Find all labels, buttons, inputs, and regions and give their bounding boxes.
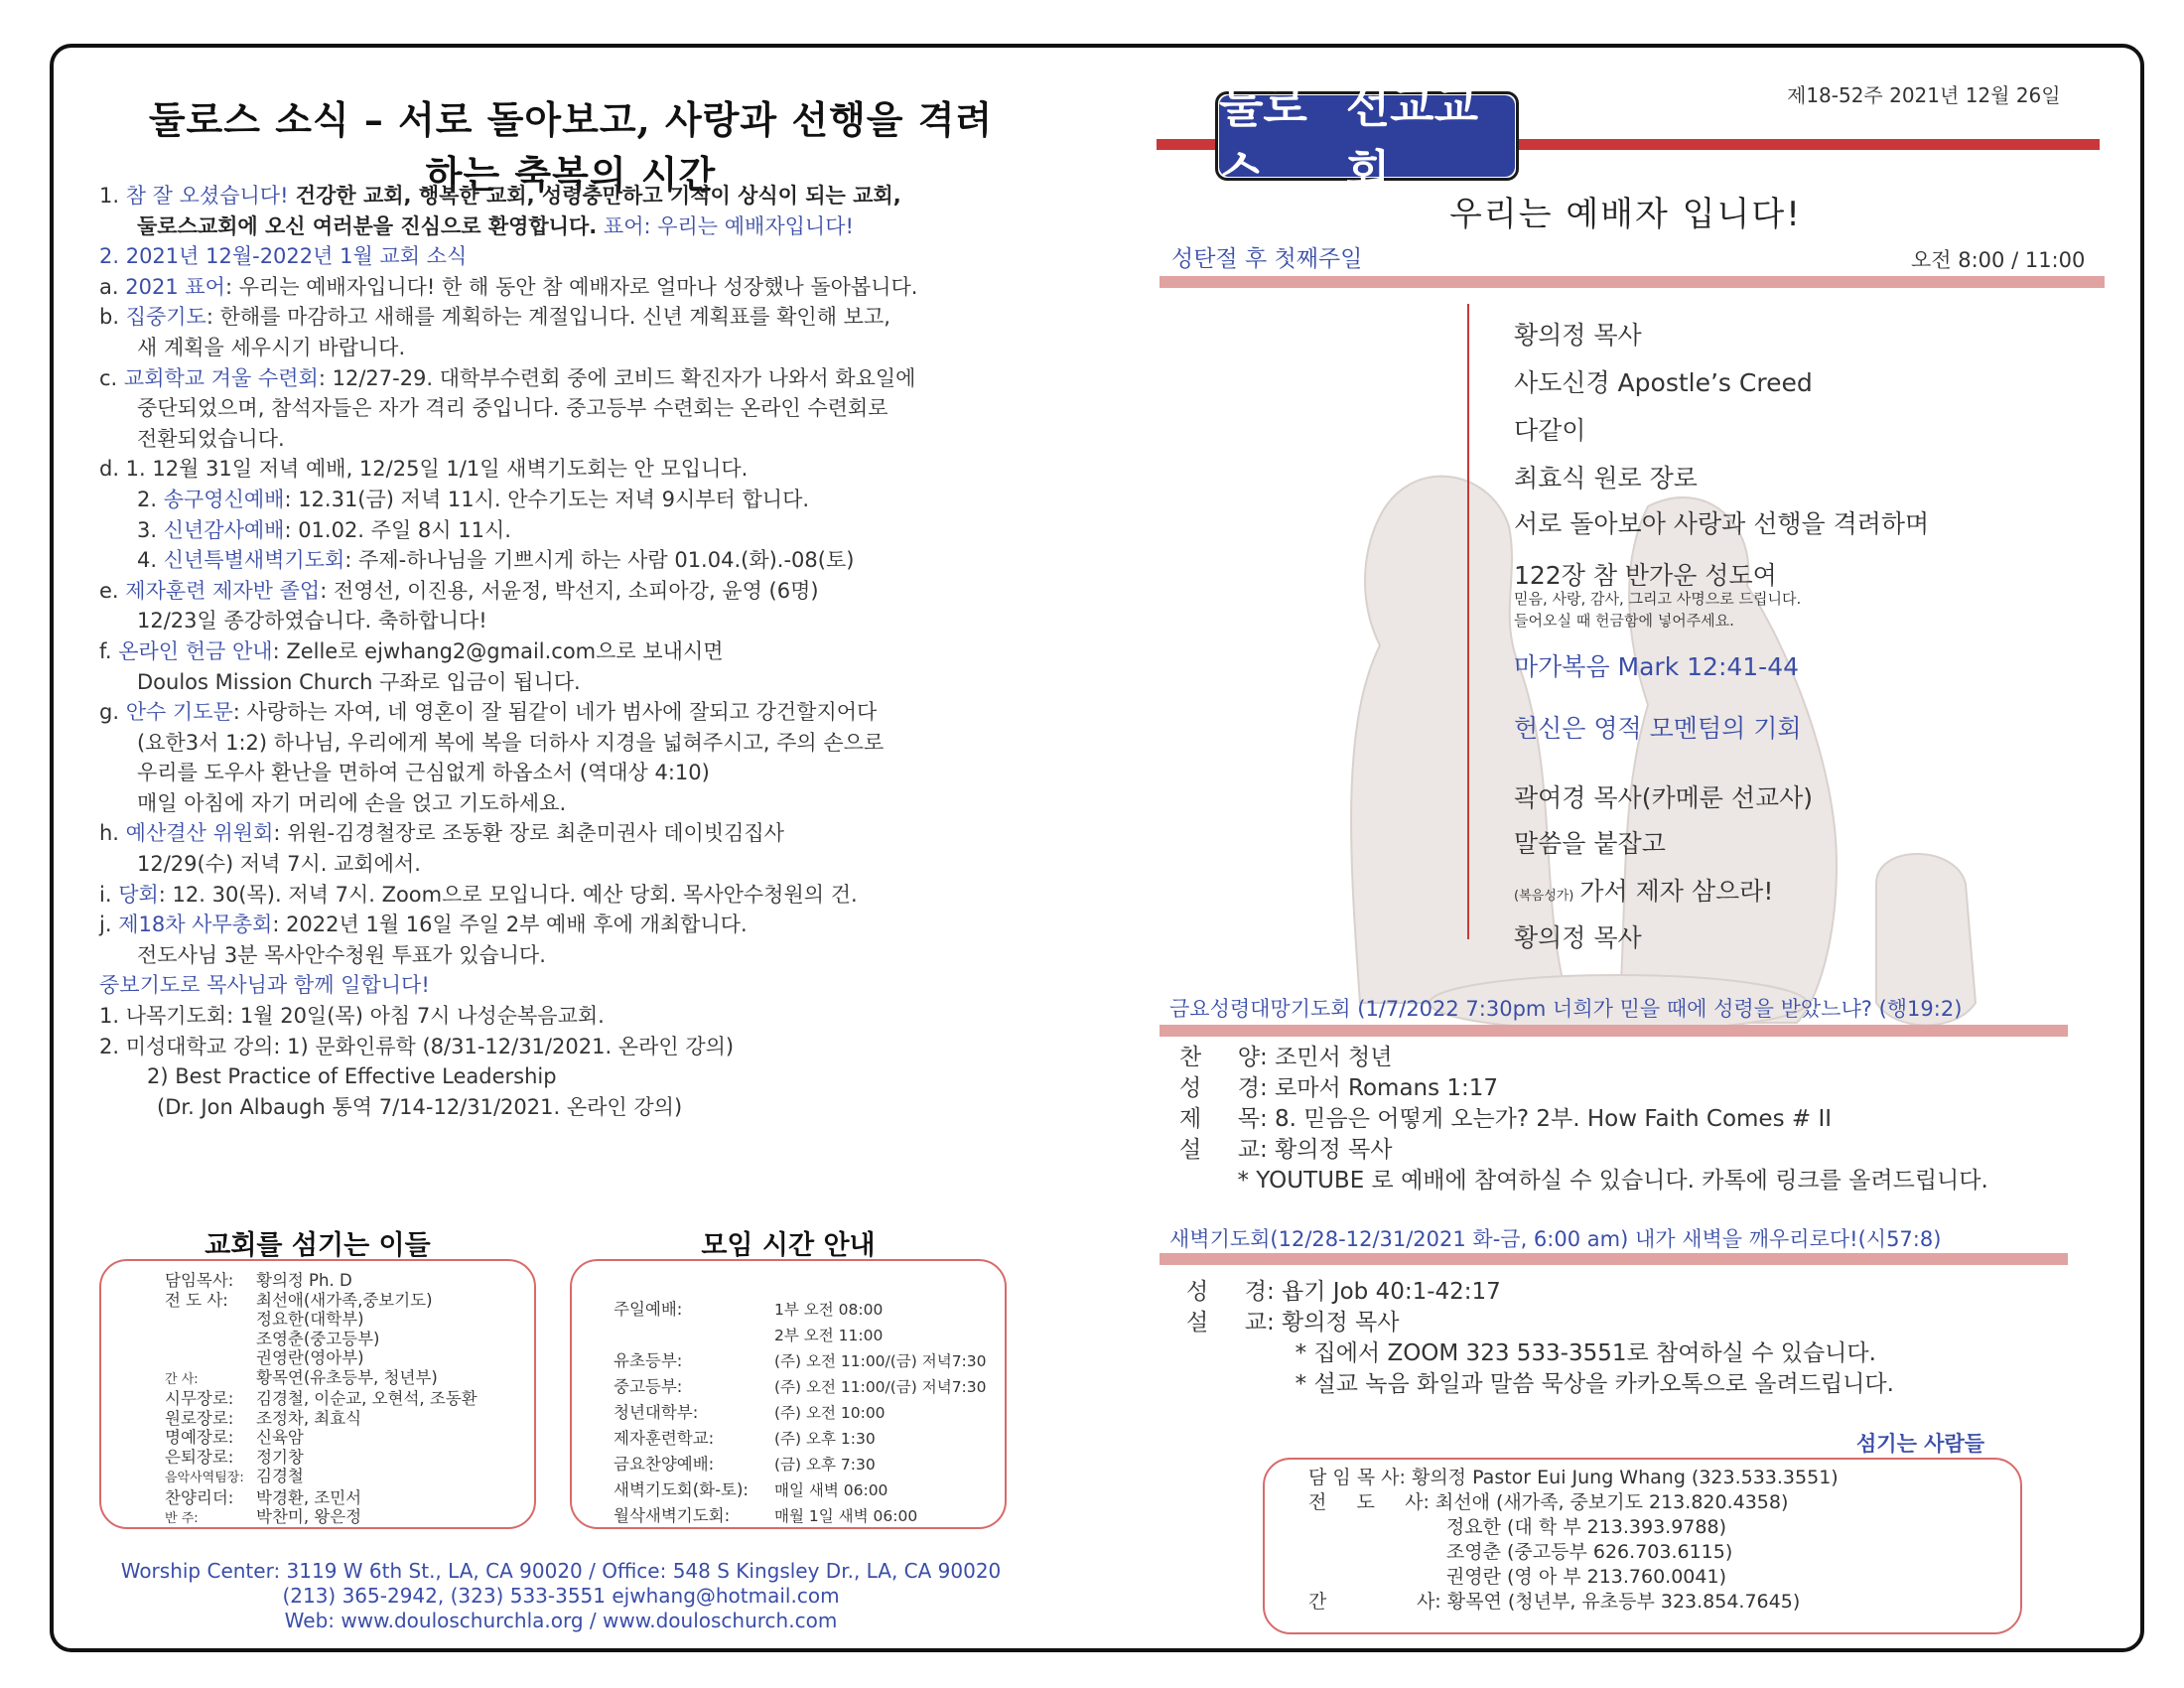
server-name: 신육암 bbox=[256, 1428, 304, 1447]
news-line bbox=[99, 849, 1032, 880]
friday-line: 찬 양: 조민서 청년 bbox=[1179, 1045, 1393, 1070]
server-row bbox=[165, 1271, 542, 1291]
order-value bbox=[1514, 411, 1585, 447]
server-row bbox=[165, 1409, 542, 1429]
order-value-text: 가서 제자 삼으라! bbox=[1579, 877, 1774, 906]
server-name: 최선애(새가족,중보기도) bbox=[256, 1290, 433, 1310]
server-row bbox=[165, 1310, 542, 1330]
news-line bbox=[99, 545, 1032, 576]
logo-text-mission: 선교교회 bbox=[1345, 79, 1479, 199]
news-line bbox=[99, 333, 1032, 363]
meeting-time: (금) 오후 7:30 bbox=[774, 1456, 876, 1474]
news-text: a. bbox=[99, 274, 126, 299]
order-value bbox=[1514, 824, 1666, 860]
dawn-line: * 설교 녹음 화일과 말씀 묵상을 카카오톡으로 올려드립니다. bbox=[1186, 1371, 1894, 1397]
meeting-time: (주) 오후 1:30 bbox=[774, 1430, 876, 1448]
meeting-time: 매일 새벽 06:00 bbox=[774, 1481, 888, 1499]
meeting-name: 유초등부: bbox=[614, 1351, 683, 1370]
order-value bbox=[1514, 709, 1802, 745]
servers-title: 교회를 섬기는 이들 bbox=[205, 1230, 431, 1261]
news-line bbox=[99, 970, 1032, 1001]
server-name: 조정차, 최효식 bbox=[256, 1408, 362, 1428]
server-row bbox=[165, 1428, 542, 1448]
server-role: 명예장로: bbox=[165, 1428, 234, 1447]
news-text: c. bbox=[99, 365, 124, 390]
meeting-row bbox=[614, 1426, 1011, 1452]
server-role: 간 사: bbox=[165, 1371, 199, 1387]
server-name: 권영란(영아부) bbox=[256, 1348, 364, 1367]
meeting-time: 2부 오전 11:00 bbox=[774, 1327, 884, 1344]
server-row bbox=[165, 1488, 542, 1508]
news-line bbox=[99, 454, 1032, 485]
server-name: 조영춘(중고등부) bbox=[256, 1329, 380, 1348]
news-text: d. 1. 12월 31일 저녁 예배, 12/25일 1/1일 새벽기도회는 안 모입니다. bbox=[99, 457, 749, 482]
meeting-name: 금요찬양예배: bbox=[614, 1455, 715, 1474]
news-line bbox=[99, 393, 1032, 424]
meeting-name: 중고등부: bbox=[614, 1377, 683, 1396]
news-line bbox=[99, 788, 1032, 819]
footer-line: Worship Center: 3119 W 6th St., LA, CA 90020 / Office: 548 S Kingsley Dr., LA, CA 90020 bbox=[120, 1559, 1002, 1583]
news-line bbox=[99, 1001, 1032, 1032]
order-rule bbox=[1160, 276, 2105, 288]
staff-list bbox=[1308, 1466, 1839, 1615]
bulletin-date: 제18-52주 2021년 12월 26일 bbox=[1787, 83, 2061, 107]
server-name: 김경철, 이순교, 오현석, 조동환 bbox=[256, 1389, 478, 1408]
order-value-text: 헌신은 영적 모멘텀의 기회 bbox=[1514, 714, 1802, 743]
staff-line: 권영란 (영 아 부 213.760.0041) bbox=[1308, 1566, 1726, 1588]
news-line bbox=[99, 1061, 1032, 1092]
friday-line: * YOUTUBE 로 예배에 참여하실 수 있습니다. 카톡에 링크를 올려드립니다. bbox=[1179, 1168, 1988, 1194]
footer-line: Web: www.douloschurchla.org / www.douloschurch.com bbox=[284, 1609, 838, 1632]
server-row bbox=[165, 1389, 542, 1409]
order-value-text: 사도신경 Apostle’s Creed bbox=[1514, 368, 1813, 397]
news-text: 2) Best Practice of Effective Leadership bbox=[147, 1064, 557, 1089]
order-value-text: 최효식 원로 장로 bbox=[1514, 464, 1698, 492]
news-text: e. bbox=[99, 578, 126, 603]
server-name: 박경환, 조민서 bbox=[256, 1487, 362, 1507]
staff-line: 정요한 (대 학 부 213.393.9788) bbox=[1308, 1516, 1726, 1538]
news-text: 매일 아침에 자기 머리에 손을 얹고 기도하세요. bbox=[137, 790, 567, 815]
order-value bbox=[1514, 872, 1773, 908]
news-text: i. bbox=[99, 882, 119, 907]
news-text: 2. bbox=[137, 487, 164, 511]
dawn-line: 설 교: 황의정 목사 bbox=[1186, 1310, 1400, 1336]
order-prefix: (복음성가) bbox=[1514, 889, 1574, 904]
news-line bbox=[99, 636, 1032, 667]
news-text: b. bbox=[99, 305, 126, 330]
news-text: 2021 표어 bbox=[125, 274, 225, 299]
server-role: 반 주: bbox=[165, 1511, 199, 1526]
meeting-time: (주) 오전 11:00/(금) 저녁7:30 bbox=[774, 1378, 987, 1396]
order-value bbox=[1514, 316, 1642, 352]
news-text: 우리를 도우사 환난을 면하여 근심없게 하옵소서 (역대상 4:10) bbox=[137, 761, 710, 785]
meeting-time: (주) 오전 10:00 bbox=[774, 1404, 886, 1422]
server-name: 김경철 bbox=[256, 1467, 304, 1485]
meeting-name: 새벽기도회(화-토): bbox=[614, 1480, 749, 1499]
news-line bbox=[99, 940, 1032, 971]
meeting-time: (주) 오전 11:00/(금) 저녁7:30 bbox=[774, 1352, 987, 1370]
server-role: 담임목사: bbox=[165, 1271, 234, 1290]
order-value-text: 황의정 목사 bbox=[1514, 923, 1642, 952]
order-value-text: 마가복음 Mark 12:41-44 bbox=[1514, 652, 1800, 681]
order-divider bbox=[1467, 304, 1469, 939]
dawn-line: * 집에서 ZOOM 323 533-3551로 참여하실 수 있습니다. bbox=[1186, 1340, 1876, 1366]
server-name: 황목연(유초등부, 청년부) bbox=[256, 1367, 438, 1387]
server-role: 원로장로: bbox=[165, 1408, 234, 1428]
meeting-name: 월삭새벽기도회: bbox=[614, 1506, 731, 1525]
staff-line: 조영춘 (중고등부 626.703.6115) bbox=[1308, 1541, 1733, 1563]
news-line bbox=[99, 272, 1032, 303]
news-text: : 12/27-29. 대학부수련회 중에 코비드 확진자가 나와서 화요일에 bbox=[318, 365, 916, 390]
news-text: 제18차 사무총회 bbox=[118, 913, 273, 937]
meeting-name: 주일예배: bbox=[614, 1300, 683, 1319]
news-list bbox=[99, 181, 1032, 1122]
news-text: 새 계획을 세우시기 바랍니다. bbox=[137, 335, 406, 359]
meeting-row bbox=[614, 1323, 1011, 1348]
order-value-text: 다같이 bbox=[1514, 416, 1586, 445]
news-text: 집중기도 bbox=[125, 305, 206, 330]
friday-prayer-heading: 금요성령대망기도회 (1/7/2022 7:30pm 너희가 믿을 때에 성령을 받았느냐? (행19:2) bbox=[1169, 997, 1963, 1021]
news-text: : 한해를 마감하고 새해를 계획하는 계절입니다. 신년 계획표를 확인해 보고, bbox=[205, 305, 890, 330]
meetings-title: 모임 시간 안내 bbox=[701, 1230, 876, 1261]
news-text: : 우리는 예배자입니다! 한 해 동안 참 예배자로 얼마나 성장했나 돌아봅니다. bbox=[224, 274, 918, 299]
order-value-text: 122장 참 반가운 성도여 bbox=[1514, 561, 1777, 590]
motto: 우리는 예배자 입니다! bbox=[1449, 195, 1802, 234]
offering-note: 들어오실 때 헌금함에 넣어주세요. bbox=[1514, 612, 1734, 630]
dawn-line: 성 경: 욥기 Job 40:1-42:17 bbox=[1186, 1279, 1501, 1305]
news-text: 참 잘 오셨습니다! bbox=[125, 184, 289, 208]
news-title: 둘로스 소식 – 서로 돌아보고, 사랑과 선행을 격려하는 축복의 시간 bbox=[148, 97, 994, 197]
server-name: 정요한(대학부) bbox=[256, 1310, 364, 1329]
server-row bbox=[165, 1448, 542, 1468]
news-text: : 전영선, 이진용, 서윤정, 박선지, 소피아강, 윤영 (6명) bbox=[320, 578, 819, 603]
news-text: g. bbox=[99, 700, 126, 725]
news-text: f. bbox=[99, 638, 119, 663]
news-line bbox=[99, 697, 1032, 728]
news-line bbox=[99, 424, 1032, 455]
news-text: : 위원-김경철장로 조동환 장로 최춘미권사 데이빗김집사 bbox=[273, 821, 784, 846]
news-text: 온라인 헌금 안내 bbox=[118, 638, 273, 663]
friday-line: 설 교: 황의정 목사 bbox=[1179, 1137, 1393, 1163]
news-line bbox=[99, 667, 1032, 698]
news-line bbox=[99, 818, 1032, 849]
meeting-row bbox=[614, 1374, 1011, 1400]
meeting-row bbox=[614, 1503, 1011, 1529]
staff-line: 전 도 사: 최선애 (새가족, 중보기도 213.820.4358) bbox=[1308, 1491, 1789, 1513]
server-row bbox=[165, 1507, 542, 1529]
friday-line: 성 경: 로마서 Romans 1:17 bbox=[1179, 1075, 1499, 1101]
news-text: 둘로스교회에 오신 여러분을 진심으로 환영합니다. bbox=[137, 213, 598, 238]
news-text: (Dr. Jon Albaugh 통역 7/14-12/31/2021. 온라인 강의) bbox=[157, 1094, 683, 1119]
news-line bbox=[99, 1032, 1032, 1062]
news-line bbox=[99, 728, 1032, 759]
meeting-row bbox=[614, 1477, 1011, 1503]
offering-note: 믿음, 사랑, 감사, 그리고 사명으로 드립니다. bbox=[1514, 590, 1802, 608]
server-name: 정기창 bbox=[256, 1447, 304, 1467]
news-line bbox=[99, 606, 1032, 636]
order-value bbox=[1514, 647, 1799, 683]
friday-prayer-details bbox=[1179, 1043, 1988, 1196]
server-row bbox=[165, 1330, 542, 1349]
news-line bbox=[99, 241, 1032, 272]
news-text: 예산결산 위원회 bbox=[125, 821, 274, 846]
news-text: 신년특별새벽기도회 bbox=[163, 548, 345, 573]
news-text: 안수 기도문 bbox=[125, 700, 233, 725]
news-text: : 12.31(금) 저녁 11시. 안수기도는 저녁 9시부터 합니다. bbox=[284, 487, 810, 511]
order-value bbox=[1514, 459, 1698, 494]
order-value bbox=[1514, 778, 1813, 814]
news-text: 4. bbox=[137, 548, 164, 573]
news-line bbox=[99, 515, 1032, 546]
news-text: 전환되었습니다. bbox=[137, 426, 285, 451]
news-text: h. bbox=[99, 821, 126, 846]
news-text: (요한3서 1:2) 하나님, 우리에게 복에 복을 더하사 지경을 넓혀주시고, 주의 손으로 bbox=[137, 730, 885, 755]
news-text: 표어: 우리는 예배자입니다! bbox=[597, 213, 854, 238]
news-text: : 12. 30(목). 저녁 7시. Zoom으로 모입니다. 예산 당회. 목사안수청원의 건. bbox=[158, 882, 858, 907]
server-role: 찬양리더: bbox=[165, 1487, 234, 1507]
dawn-prayer-details bbox=[1186, 1277, 1894, 1400]
news-text: 교회학교 겨울 수련회 bbox=[123, 365, 319, 390]
news-text: 2. 2021년 12월-2022년 1월 교회 소식 bbox=[99, 244, 468, 269]
order-value-text: 곽여경 목사(카메룬 선교사) bbox=[1514, 783, 1814, 812]
server-row bbox=[165, 1467, 542, 1488]
service-time: 오전 8:00 / 11:00 bbox=[1911, 248, 2086, 272]
staff-line: 간 사: 황목연 (청년부, 유초등부 323.854.7645) bbox=[1308, 1591, 1801, 1613]
server-row bbox=[165, 1291, 542, 1311]
footer-line: (213) 365-2942, (323) 533-3551 ejwhang@hotmail.com bbox=[282, 1584, 840, 1608]
server-name: 황의정 Ph. D bbox=[256, 1271, 352, 1290]
meeting-name: 제자훈련학교: bbox=[614, 1429, 715, 1448]
news-text: 3. bbox=[137, 517, 164, 542]
order-value-text: 서로 돌아보아 사랑과 선행을 격려하며 bbox=[1514, 509, 1930, 538]
news-text: : 01.02. 주일 8시 11시. bbox=[284, 517, 511, 542]
order-value bbox=[1514, 556, 1777, 592]
news-text: 송구영신예배 bbox=[163, 487, 285, 511]
order-value bbox=[1514, 363, 1813, 399]
news-text: j. bbox=[99, 913, 119, 937]
meeting-row bbox=[614, 1400, 1011, 1426]
order-value bbox=[1514, 918, 1642, 954]
meeting-time: 1부 오전 08:00 bbox=[774, 1301, 884, 1319]
news-text: 1. bbox=[99, 184, 126, 208]
news-text: 12/29(수) 저녁 7시. 교회에서. bbox=[137, 852, 421, 877]
church-logo bbox=[1219, 79, 1515, 199]
server-role: 전 도 사: bbox=[165, 1290, 228, 1310]
server-role: 시무장로: bbox=[165, 1389, 234, 1408]
news-text: : 사랑하는 자여, 네 영혼이 잘 됨같이 네가 범사에 잘되고 강건할지어다 bbox=[232, 700, 878, 725]
meetings-list bbox=[614, 1297, 1011, 1529]
news-text: 제자훈련 제자반 졸업 bbox=[125, 578, 321, 603]
news-line bbox=[99, 211, 1032, 242]
news-text: Doulos Mission Church 구좌로 입금이 됩니다. bbox=[137, 669, 581, 694]
server-role: 음악사역팀장: bbox=[165, 1471, 244, 1485]
meeting-row bbox=[614, 1348, 1011, 1374]
dawn-prayer-heading: 새벽기도회(12/28-12/31/2021 화-금, 6:00 am) 내가 새벽을 깨우리로다!(시57:8) bbox=[1169, 1227, 1942, 1251]
news-text: 신년감사예배 bbox=[163, 517, 285, 542]
news-text: 중보기도로 목사님과 함께 일합니다! bbox=[99, 973, 430, 998]
liturgical-season: 성탄절 후 첫째주일 bbox=[1171, 246, 1363, 272]
dawn-rule bbox=[1160, 1253, 2068, 1265]
news-line bbox=[99, 1092, 1032, 1123]
meeting-name: 청년대학부: bbox=[614, 1403, 699, 1422]
offering-notes bbox=[1514, 588, 1801, 632]
news-text: 1. 나목기도회: 1월 20일(목) 아침 7시 나성순복음교회. bbox=[99, 1004, 605, 1029]
logo-text-doulos: 둘로스 bbox=[1219, 79, 1307, 199]
news-text: 2. 미성대학교 강의: 1) 문화인류학 (8/31-12/31/2021. 온라인 강의) bbox=[99, 1034, 735, 1058]
news-text: : 주제-하나님을 기쁘시게 하는 사람 01.04.(화).-08(토) bbox=[344, 548, 855, 573]
news-line bbox=[99, 576, 1032, 607]
server-role: 은퇴장로: bbox=[165, 1447, 234, 1467]
meeting-row bbox=[614, 1452, 1011, 1477]
news-line bbox=[99, 758, 1032, 788]
news-line bbox=[99, 181, 1032, 211]
meeting-time: 매월 1일 새벽 06:00 bbox=[774, 1507, 918, 1525]
news-line bbox=[99, 485, 1032, 515]
news-text: : Zelle로 ejwhang2@gmail.com으로 보내시면 bbox=[272, 638, 724, 663]
staff-title: 섬기는 사람들 bbox=[1856, 1432, 1985, 1456]
meeting-row bbox=[614, 1297, 1011, 1323]
friday-rule bbox=[1160, 1025, 2068, 1037]
staff-line: 담 임 목 사: 황의정 Pastor Eui Jung Whang (323.533.3551) bbox=[1308, 1467, 1839, 1488]
news-line bbox=[99, 363, 1032, 394]
news-line bbox=[99, 910, 1032, 940]
news-text: 전도사님 3분 목사안수청원 투표가 있습니다. bbox=[137, 942, 546, 967]
news-text: 당회 bbox=[118, 882, 159, 907]
news-text: : 2022년 1월 16일 주일 2부 예배 후에 개최합니다. bbox=[272, 913, 748, 937]
server-row bbox=[165, 1368, 542, 1390]
servers-list bbox=[165, 1271, 542, 1529]
server-row bbox=[165, 1348, 542, 1368]
friday-line: 제 목: 8. 믿음은 어떻게 오는가? 2부. How Faith Comes # II bbox=[1179, 1106, 1833, 1132]
order-value bbox=[1514, 504, 1929, 540]
order-value-text: 황의정 목사 bbox=[1514, 321, 1642, 350]
news-text: 중단되었으며, 참석자들은 자가 격리 중입니다. 중고등부 수련회는 온라인 수련회로 bbox=[137, 396, 888, 421]
order-value-text: 말씀을 붙잡고 bbox=[1514, 829, 1666, 858]
news-text: 건강한 교회, 행복한 교회, 성령충만하고 기적이 상식이 되는 교회, bbox=[288, 184, 901, 208]
server-name: 박찬미, 왕은정 bbox=[256, 1507, 362, 1526]
news-line bbox=[99, 302, 1032, 333]
news-line bbox=[99, 880, 1032, 911]
footer-address bbox=[104, 1559, 1018, 1633]
news-text: 12/23일 종강하였습니다. 축하합니다! bbox=[137, 609, 487, 633]
